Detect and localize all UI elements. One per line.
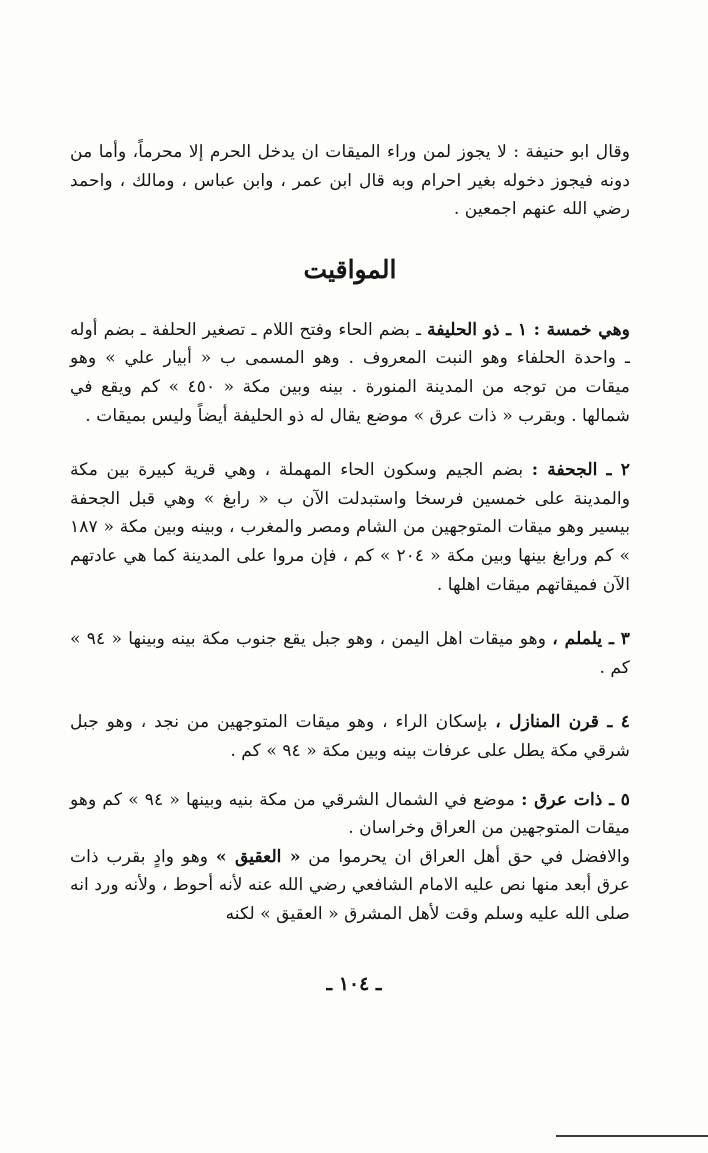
miqat-item-3 (70, 625, 630, 682)
intro-paragraph: وقال ابو حنيفة : لا يجوز لمن وراء الميقات ان يدخل الحرم إلا محرماً، وأما من دونه فيجوز دخوله بغير احرام وبه قال ابن عمر ، وابن عباس ، ومالك ، واحمد رضي الله عنهم اجمعين . (70, 142, 630, 220)
miqat-item-1 (70, 316, 630, 430)
miqat-item-4-text: بإسكان الراء ، وهو ميقات المتوجهين من نجد ، وهو جبل شرقي مكة يطل على عرفات بينه وبين مكة « ٩٤ » كم . (70, 712, 630, 761)
miqat-item-1-text: ـ بضم الحاء وفتح اللام ـ تصغير الحلفة ـ بضم أوله ـ واحدة الحلفاء وهو النبت المعروف . وهو المسمى ب « أبيار علي » وهو ميقات من توجه من المدينة المنورة . بينه وبين مكة « ٤٥٠ » كم ويقع في شمالها . وبقرب « ذات عرق » موضع يقال له ذو الحليفة أيضاً وليس بميقات . (70, 319, 630, 426)
page-body (70, 138, 630, 928)
miqat-item-2-text: بضم الجيم وسكون الحاء المهملة ، وهي قرية كبيرة بين مكة والمدينة على خمسين فرسخا واستبدلت الآن ب « رابغ » وهي قبل الجحفة بيسير وهو ميقات المتوجهين من الشام ومصر والمغرب ، وبينه وبين مكة « ١٨٧ » كم ورابغ بينها وبين مكة « ٢٠٤ » كم ، فإن مروا على المدينة كما هي عادتهم الآن فميقاتهم ميقات اهلها . (70, 460, 630, 595)
miqat-item-4-title: ٤ ـ قرن المنازل ، (495, 712, 631, 733)
miqat-item-3-title: ٣ ـ يلملم ، (552, 629, 631, 650)
closing-text-end: وهو وادٍ بقرب ذات عرق أبعد منها نص عليه الامام الشافعي رضي الله عنه لأنه أحوط ، ولأنه ورد انه صلى الله عليه وسلم وقت لأهل المشرق « العقيق » لكنه (70, 846, 630, 924)
bottom-rule (556, 1135, 708, 1137)
miqat-item-3-text: وهو ميقات اهل اليمن ، وهو جبل يقع جنوب مكة بينه وبينها « ٩٤ » كم . (70, 629, 630, 678)
miqat-item-5 (70, 786, 630, 843)
miqat-item-5-title: ٥ ـ ذات عرق : (521, 789, 630, 810)
miqat-item-1-title: وهي خمسة : ١ ـ ذو الحليفة (427, 319, 630, 340)
section-heading: المواقيت (303, 254, 397, 284)
closing-aqiq-term: « العقيق » (215, 846, 301, 867)
page-number: ـ ١٠٤ ـ (326, 973, 382, 995)
closing-paragraph (70, 843, 630, 929)
miqat-item-5-text: موضع في الشمال الشرقي من مكة بنيه وبينها « ٩٤ » كم وهو ميقات المتوجهين من العراق وخراسان . (70, 789, 630, 839)
miqat-item-2 (70, 456, 630, 599)
miqat-item-2-title: ٢ ـ الجحفة : (531, 460, 630, 481)
closing-text-start: والافضل في حق أهل العراق ان يحرموا من (300, 846, 630, 867)
miqat-item-4 (70, 708, 630, 765)
